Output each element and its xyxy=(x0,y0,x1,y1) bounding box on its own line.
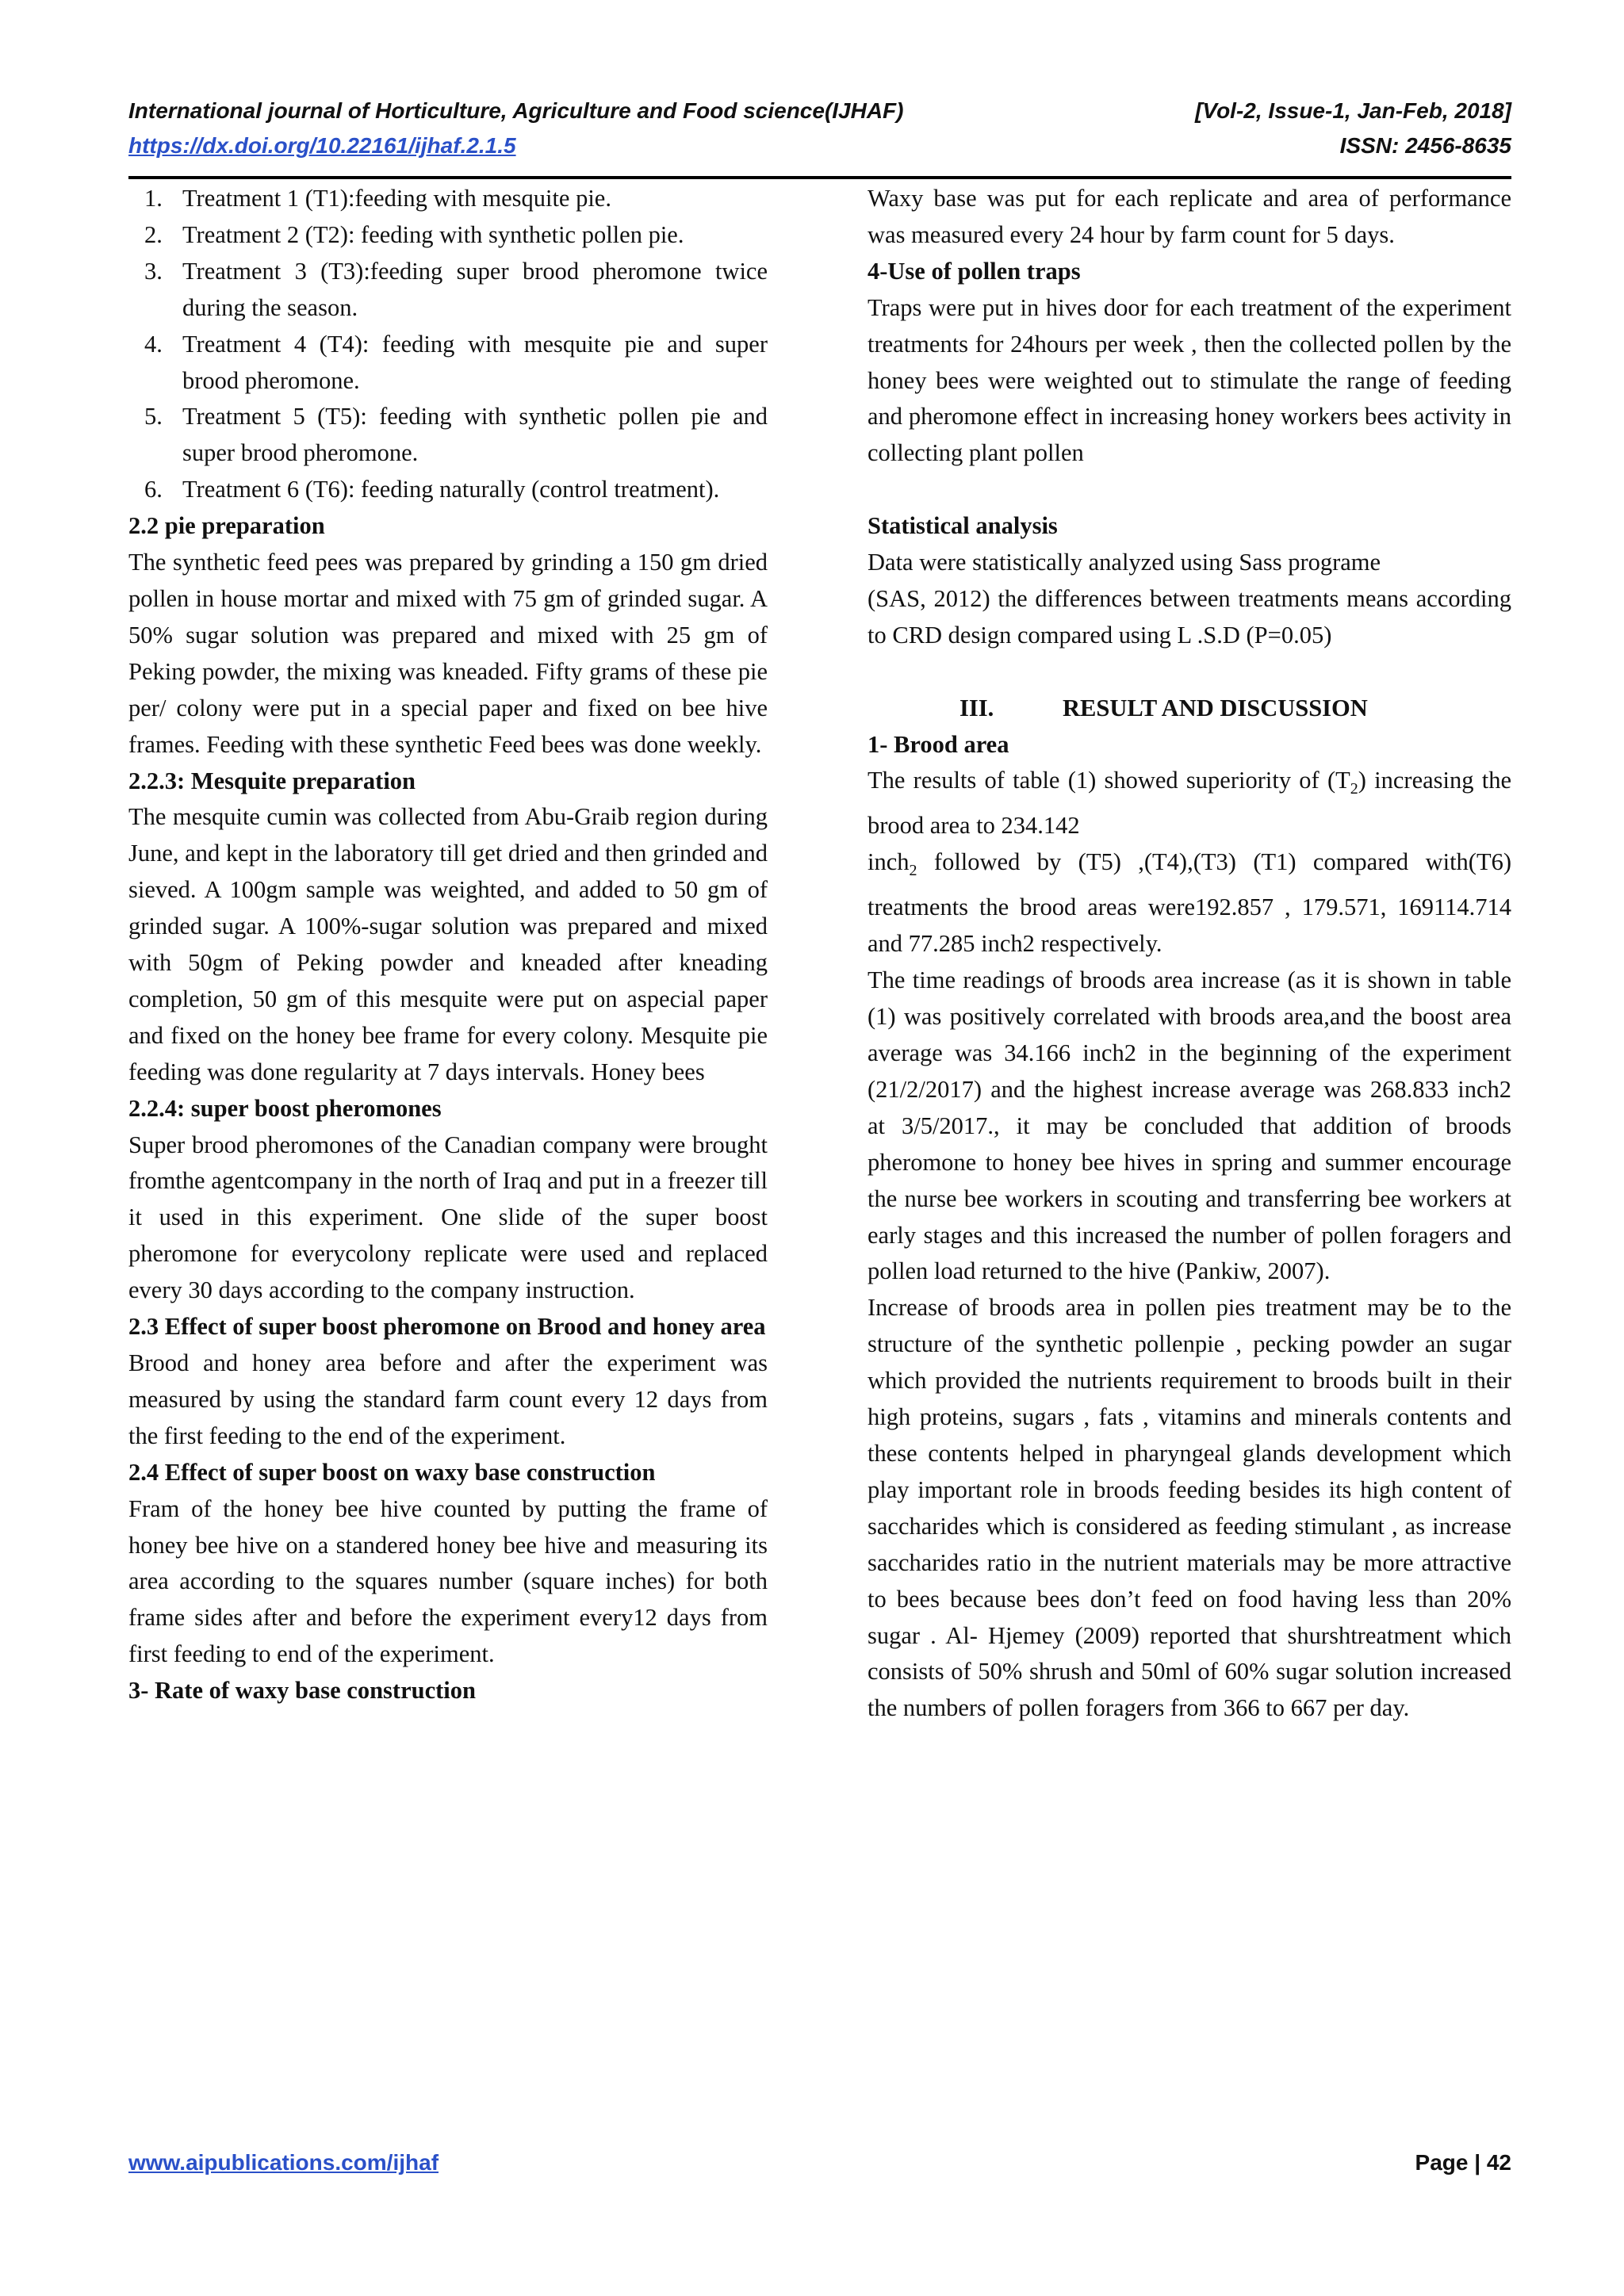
paragraph: Fram of the honey bee hive counted by putting the frame of honey bee hive on a standered honey bee hive and measuring its area according to the squares number (square inches) for both frame sides after and before the experiment every12 days from first feeding to end of the experiment. xyxy=(128,1494,768,1668)
section-heading: 2.2 pie preparation xyxy=(128,512,325,540)
journal-title: International journal of Horticulture, Agriculture and Food science(IJHAF) xyxy=(128,98,904,123)
spacer xyxy=(868,654,1511,691)
list-item: 5. Treatment 5 (T5): feeding with synthetic pollen pie and super brood pheromone. xyxy=(144,403,768,467)
list-item: 3. Treatment 3 (T3):feeding super brood pheromone twice during the season. xyxy=(144,257,768,321)
paragraph: The results of table (1) showed superiority of $(T_2)$ increasing the brood area to 234.142 xyxy=(868,767,1511,840)
section-number: III. xyxy=(959,694,994,721)
paragraph: Waxy base was put for each replicate and area of performance was measured every 24 hour by farm count for 5 days. xyxy=(868,185,1511,248)
running-header xyxy=(128,94,1511,163)
section-heading: 4-Use of pollen traps xyxy=(868,257,1081,285)
page-footer xyxy=(128,2150,1511,2175)
paragraph: The time readings of broods area increase (as it is shown in table (1) was positively correlated with broods area,and the boost area average was 34.166 inch2 in the beginning of the experiment (21/2/2017) and the highest increase average was 268.833 inch2 at 3/5/2017., it may be concluded that addition of broods pheromone to honey bee hives in spring and summer encourage the nurse bee workers in scouting and transferring bee workers at early stages and this increased the number of pollen foragers and pollen load returned to the hive (Pankiw, 2007). xyxy=(868,966,1511,1285)
paragraph: (SAS, 2012) the differences between treatments means according to CRD design compared using L .S.D (P=0.05) xyxy=(868,584,1511,649)
section-heading: 2.2.4: super boost pheromones xyxy=(128,1094,442,1122)
paragraph: Brood and honey area before and after the experiment was measured by using the standard farm count every 12 days from the first feeding to the end of the experiment. xyxy=(128,1349,768,1449)
paragraph: Traps were put in hives door for each treatment of the experiment treatments for 24hours per week , then the collected pollen by the honey bees were weighted out to stimulate the range of feeding and pheromone effect in increasing honey workers bees activity in collecting plant pollen xyxy=(868,293,1511,467)
section-name: RESULT AND DISCUSSION xyxy=(1063,694,1368,721)
section-heading: 2.4 Effect of super boost on waxy base construction xyxy=(128,1458,656,1486)
left-column xyxy=(128,181,768,1709)
section-heading: 1- Brood area xyxy=(868,730,1009,758)
list-item: 2. Treatment 2 (T2): feeding with synthetic pollen pie. xyxy=(144,220,684,248)
section-title xyxy=(868,691,1511,727)
list-item: 4. Treatment 4 (T4): feeding with mesquite pie and super brood pheromone. xyxy=(144,330,768,394)
right-column xyxy=(868,181,1511,1727)
list-item: 6. Treatment 6 (T6): feeding naturally (control treatment). xyxy=(144,476,720,503)
section-heading: 2.3 Effect of super boost pheromone on Brood and honey area xyxy=(128,1313,766,1341)
section-heading: 3- Rate of waxy base construction xyxy=(128,1677,476,1705)
doi-link[interactable]: https://dx.doi.org/10.22161/ijhaf.2.1.5 xyxy=(128,133,516,158)
paragraph: The mesquite cumin was collected from Abu-Graib region during June, and kept in the laboratory till get dried and then grinded and sieved. A 100gm sample was weighted, and added to 50 gm of grinded sugar. A 100%-sugar solution was prepared and mixed with 50gm of Peking powder and kneaded after kneading completion, 50 gm of this mesquite were put on aspecial paper and fixed on the honey bee frame for every colony. Mesquite pie feeding was done regularity at 7 days intervals. Honey bees xyxy=(128,803,768,1085)
paragraph: Increase of broods area in pollen pies treatment may be to the structure of the synthetic pollenpie , pecking powder an sugar which provided the nutrients requirement to broods built in their high proteins, sugars , fats , vitamins and minerals contents and these contents helped in pharyngeal glands development which play important role in broods feeding besides its high content of saccharides which is considered as feeding stimulant , as increase saccharides ratio in the nutrient materials may be more attractive to bees because bees don’t feed on food having less than 20% sugar . Al- Hjemey (2009) reported that shurshtreatment which consists of 50% shrush and 50ml of 60% sugar solution increased the numbers of pollen foragers from 366 to 667 per day. xyxy=(868,1294,1511,1722)
paragraph: Data were statistically analyzed using Sass programe xyxy=(868,549,1381,576)
treatment-list xyxy=(128,181,768,508)
list-item: 1. Treatment 1 (T1):feeding with mesquite pie. xyxy=(144,185,611,212)
paragraph: Super brood pheromones of the Canadian company were brought fromthe agentcompany in the north of Iraq and put in a freezer till it used in this experiment. One slide of the super boost pheromone for everycolony replicate were used and replaced every 30 days according to the company instruction. xyxy=(128,1131,768,1304)
paragraph: inch$_2$ followed by (T5) ,(T4),(T3) (T1) compared with(T6) treatments the brood areas were192.857 , 179.571, 169114.714 and 77.285 inch2 respectively. xyxy=(868,848,1511,958)
spacer xyxy=(868,472,1511,508)
website-link[interactable]: www.aipublications.com/ijhaf xyxy=(128,2150,439,2175)
issn: ISSN: 2456-8635 xyxy=(1339,133,1511,158)
header-rule xyxy=(128,176,1511,179)
page-number: Page | 42 xyxy=(1415,2150,1511,2175)
volume-info: [Vol-2, Issue-1, Jan-Feb, 2018] xyxy=(1195,98,1511,123)
section-heading: 2.2.3: Mesquite preparation xyxy=(128,767,416,794)
section-heading: Statistical analysis xyxy=(868,512,1058,540)
paragraph: The synthetic feed pees was prepared by grinding a 150 gm dried pollen in house mortar and mixed with 75 gm of grinded sugar. A 50% sugar solution was prepared and mixed with 25 gm of Peking powder, the mixing was kneaded. Fifty grams of these pie per/ colony were put in a special paper and fixed on bee hive frames. Feeding with these synthetic Feed bees was done weekly. xyxy=(128,549,768,758)
